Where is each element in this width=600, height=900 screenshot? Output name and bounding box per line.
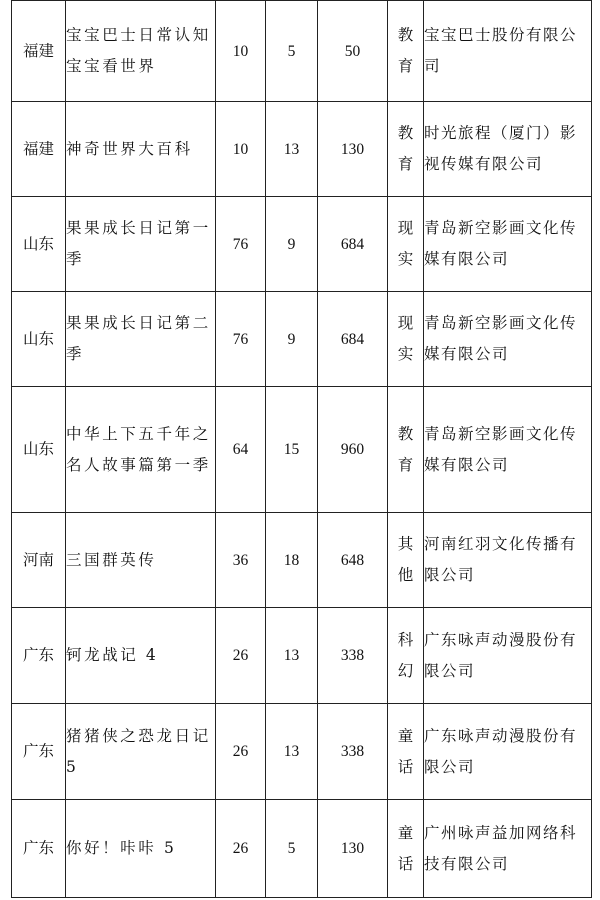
genre-char: 实: [397, 250, 414, 268]
episodes-cell: 26: [216, 800, 266, 898]
episodes-cell: 64: [216, 387, 266, 513]
company-cell: 广州咏声益加网络科技有限公司: [424, 800, 592, 898]
minutes-cell: 15: [266, 387, 318, 513]
province-cell: 广东: [12, 704, 66, 800]
genre-char: 育: [397, 155, 414, 173]
title-cell: 三国群英传: [66, 513, 216, 608]
company-cell: 时光旅程（厦门）影视传媒有限公司: [424, 102, 592, 197]
genre-char: 童: [397, 823, 414, 842]
province-cell: 福建: [12, 102, 66, 197]
total-minutes-cell: 50: [318, 1, 388, 102]
province-cell: 山东: [12, 292, 66, 387]
genre-char: 教: [397, 424, 414, 443]
province-cell: 福建: [12, 1, 66, 102]
genre-char: 现: [397, 219, 414, 237]
genre-cell: [388, 102, 424, 197]
table-row: [12, 800, 592, 898]
total-minutes-cell: 130: [318, 800, 388, 898]
table-row: [12, 608, 592, 704]
episodes-cell: 36: [216, 513, 266, 608]
company-cell: 青岛新空影画文化传媒有限公司: [424, 387, 592, 513]
minutes-cell: 9: [266, 197, 318, 292]
total-minutes-cell: 648: [318, 513, 388, 608]
genre-cell: [388, 197, 424, 292]
total-minutes-cell: 684: [318, 197, 388, 292]
minutes-cell: 5: [266, 1, 318, 102]
table-row: [12, 197, 592, 292]
total-minutes-cell: 338: [318, 704, 388, 800]
title-cell: 中华上下五千年之名人故事篇第一季: [66, 387, 216, 513]
table-row: [12, 387, 592, 513]
minutes-cell: 13: [266, 102, 318, 197]
genre-char: 教: [397, 124, 414, 142]
title-cell: 猪猪侠之恐龙日记 5: [66, 704, 216, 800]
genre-cell: [388, 1, 424, 102]
company-cell: 青岛新空影画文化传媒有限公司: [424, 292, 592, 387]
minutes-cell: 13: [266, 608, 318, 704]
province-cell: 山东: [12, 387, 66, 513]
genre-cell: [388, 292, 424, 387]
episodes-cell: 10: [216, 102, 266, 197]
province-cell: 山东: [12, 197, 66, 292]
table-row: [12, 292, 592, 387]
total-minutes-cell: 130: [318, 102, 388, 197]
total-minutes-cell: 684: [318, 292, 388, 387]
company-cell: 青岛新空影画文化传媒有限公司: [424, 197, 592, 292]
minutes-cell: 5: [266, 800, 318, 898]
table-row: [12, 1, 592, 102]
total-minutes-cell: 338: [318, 608, 388, 704]
province-cell: 广东: [12, 800, 66, 898]
company-cell: 河南红羽文化传播有限公司: [424, 513, 592, 608]
minutes-cell: 13: [266, 704, 318, 800]
genre-char: 童: [397, 726, 414, 745]
genre-char: 话: [397, 757, 414, 776]
title-cell: 果果成长日记第二季: [66, 292, 216, 387]
genre-cell: [388, 387, 424, 513]
table-row: [12, 704, 592, 800]
episodes-cell: 76: [216, 197, 266, 292]
genre-char: 话: [397, 854, 414, 873]
company-cell: 广东咏声动漫股份有限公司: [424, 608, 592, 704]
total-minutes-cell: 960: [318, 387, 388, 513]
minutes-cell: 9: [266, 292, 318, 387]
minutes-cell: 18: [266, 513, 318, 608]
province-cell: 广东: [12, 608, 66, 704]
table-row: [12, 102, 592, 197]
genre-char: 实: [397, 345, 414, 363]
company-cell: 广东咏声动漫股份有限公司: [424, 704, 592, 800]
genre-char: 其: [397, 535, 414, 553]
animation-registry-table: [11, 0, 592, 898]
title-cell: 神奇世界大百科: [66, 102, 216, 197]
province-cell: 河南: [12, 513, 66, 608]
genre-char: 育: [397, 57, 414, 75]
title-cell: 你好！咔咔 5: [66, 800, 216, 898]
genre-cell: [388, 513, 424, 608]
title-cell: 宝宝巴士日常认知宝宝看世界: [66, 1, 216, 102]
episodes-cell: 26: [216, 608, 266, 704]
table-row: [12, 513, 592, 608]
genre-char: 科: [397, 630, 414, 649]
title-cell: 钶龙战记 4: [66, 608, 216, 704]
genre-char: 他: [397, 566, 414, 584]
genre-char: 幻: [397, 661, 414, 680]
episodes-cell: 10: [216, 1, 266, 102]
genre-char: 现: [397, 314, 414, 332]
genre-cell: [388, 704, 424, 800]
genre-char: 育: [397, 455, 414, 474]
genre-cell: [388, 800, 424, 898]
genre-cell: [388, 608, 424, 704]
episodes-cell: 26: [216, 704, 266, 800]
episodes-cell: 76: [216, 292, 266, 387]
title-cell: 果果成长日记第一季: [66, 197, 216, 292]
genre-char: 教: [397, 26, 414, 44]
company-cell: 宝宝巴士股份有限公司: [424, 1, 592, 102]
